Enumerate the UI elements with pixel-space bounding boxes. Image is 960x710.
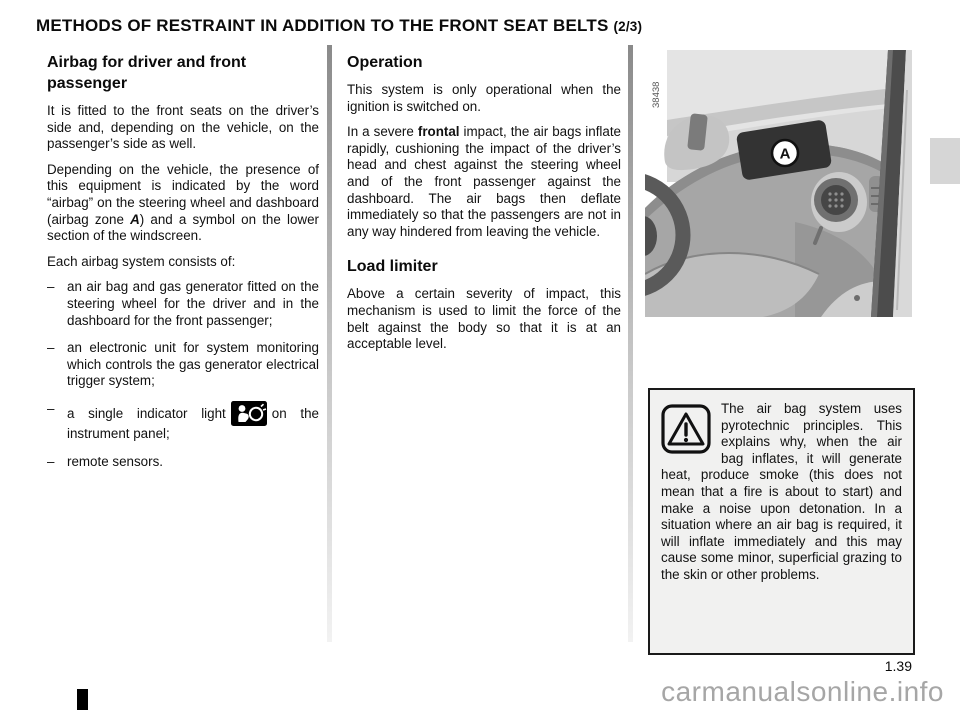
load-limiter-heading: Load limiter [347,258,438,276]
airbag-warning-light-icon [231,401,267,426]
warning-box [648,388,915,655]
list-item: – an air bag and gas generator fitted on the steering wheel for the driver and in the dashboard for the front passenger; [47,279,319,328]
airbag-paragraph-1: It is fitted to the front seats on the driver’s side and, depending on the vehicle, on the passenger’s side as well. [47,103,319,152]
airbag-paragraph-3: Each airbag system consists of: [47,253,236,269]
zone-a-reference: A [130,211,140,227]
warning-text: The air bag system uses pyrotechnic principles. This explains why, when the air bag inflates, it will generate heat, produce smoke (this does not mean that a fire is about to start) and make a noise upon detonation. In a situation where an air bag is required, it will inflate immediately and this may cause some minor, superficial grazing to the skin or other problems. [661,401,902,582]
dash-marker: – [47,453,55,469]
column-divider [628,45,633,642]
list-item: – remote sensors. [47,453,164,469]
operation-paragraph-1: This system is only operational when the ignition is switched on. [347,82,621,114]
dash-marker: – [47,400,55,416]
page-number: 1.39 [884,658,912,674]
page-title [36,16,642,36]
dash-marker: – [47,340,55,356]
print-registration-mark [77,689,88,710]
section-tab [930,138,960,184]
airbag-components-list [47,279,319,470]
left-column [47,52,319,481]
airbag-section-heading: Airbag for driver and front passenger [47,54,247,92]
dashboard-illustration-svg [645,50,912,317]
zone-a-label: A [779,145,791,163]
operation-paragraph-2: In a severe frontal impact, the air bags inflate rapidly, cushioning the impact of the driver’s head and chest against the steering wheel and of the front passenger against the dashboard. The air bags then deflate immediately so that the passengers are not in any way hindered from leaving the vehicle. [347,124,622,239]
watermark: carmanualsonline.info [661,676,944,707]
airbag-paragraph-2: Depending on the vehicle, the presence of this equipment is indicated by the word “airbag” on the steering wheel and dashboard (airbag zone A) and a symbol on the lower section of the windscreen. [47,161,319,244]
list-item: – a single indicator light on the instrument panel; [47,400,319,441]
warning-triangle-icon [661,404,711,454]
column-divider [327,45,332,642]
list-item: – an electronic unit for system monitoring which controls the gas generator electrical trigger system; [47,340,319,389]
page-title-text: METHODS OF RESTRAINT IN ADDITION TO THE FRONT SEAT BELTS [36,16,609,35]
figure-code: 38438 [651,81,662,108]
page-title-part: (2/3) [613,19,643,34]
load-limiter-paragraph: Above a certain severity of impact, this mechanism is used to limit the force of the belt against the body so that it is at an acceptable level. [347,286,621,352]
operation-heading: Operation [347,54,423,71]
middle-column [347,52,621,362]
dashboard-illustration [645,50,912,317]
frontal-emphasis: frontal [417,124,460,140]
dash-marker: – [47,279,55,295]
